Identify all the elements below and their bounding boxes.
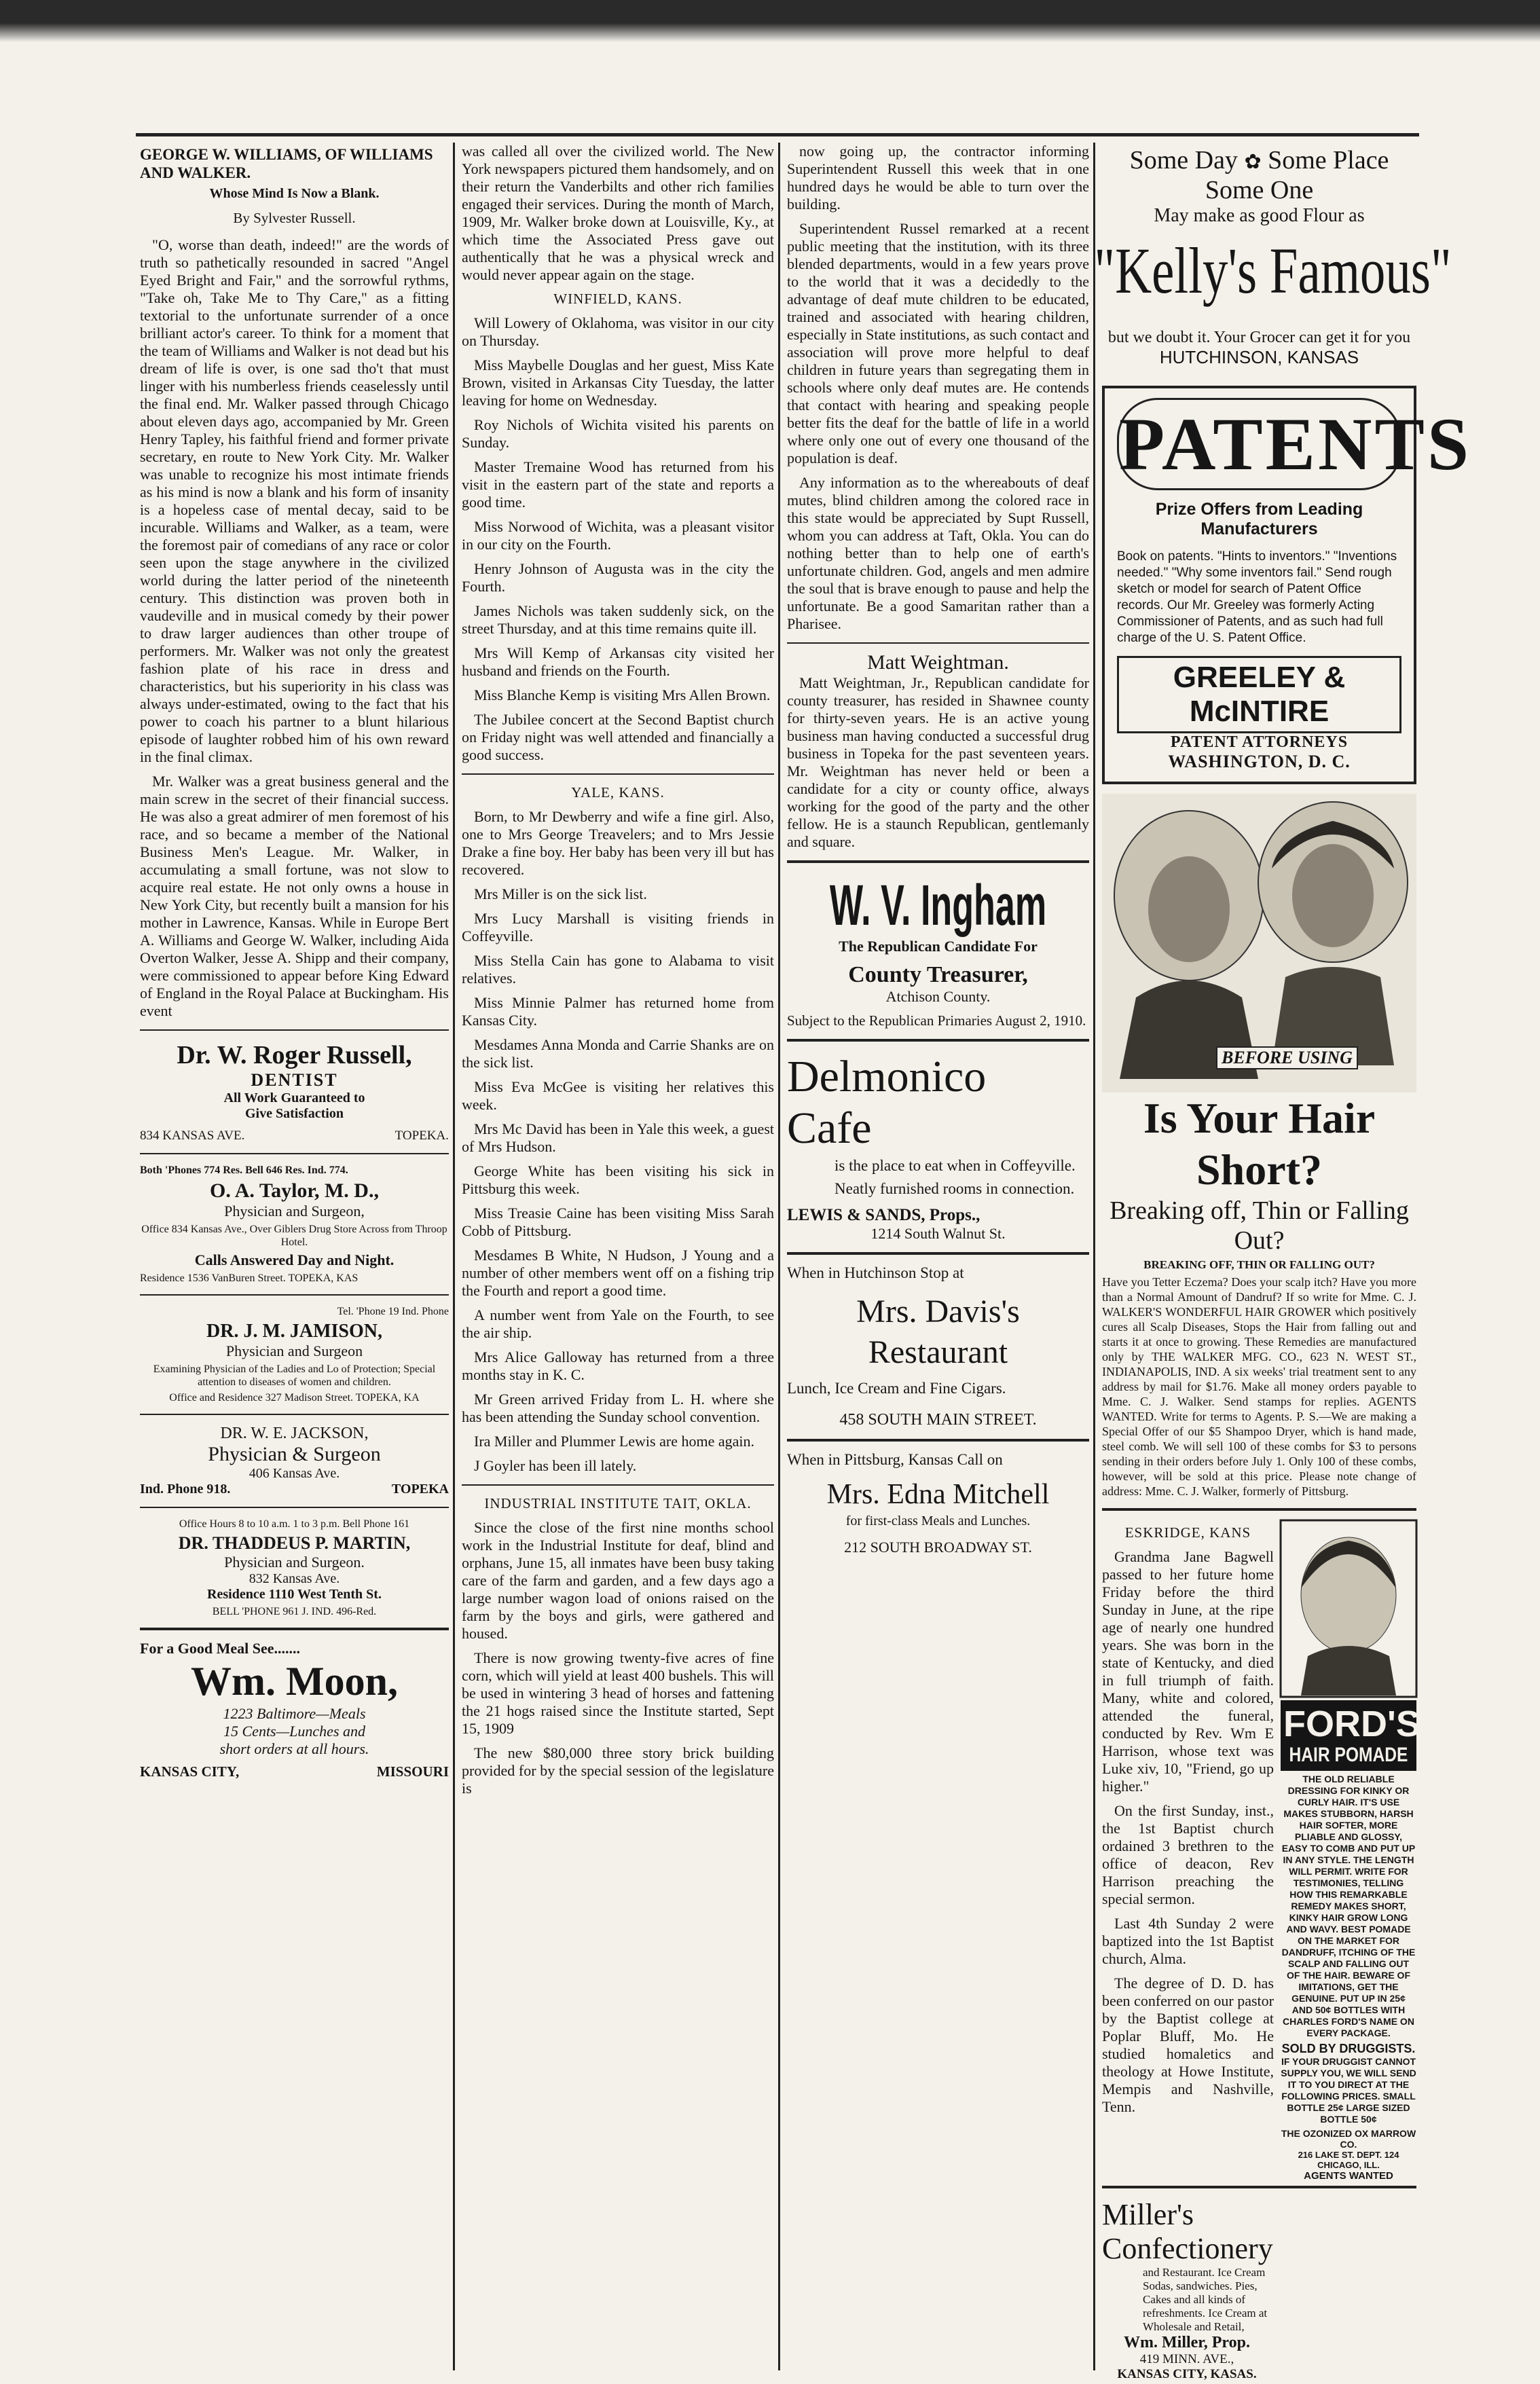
ad-county: Atchison County. [885,988,991,1005]
ad-sub: PATENT ATTORNEYS [1170,733,1349,751]
ad-address: 832 Kansas Ave. [249,1571,340,1586]
ad-line: short orders at all hours. [219,1740,369,1757]
ad-title: Physician and Surgeon, [224,1203,365,1219]
ad-props: LEWIS & SANDS, Props., [787,1206,980,1224]
news-item: Ira Miller and Plummer Lewis are home again. [474,1433,754,1450]
ad-name: O. A. Taylor, M. D., [210,1179,379,1202]
ad-phones: Tel. 'Phone 19 Ind. Phone [337,1306,449,1317]
ad-name: Confectionery [1102,2232,1273,2265]
ad-city: KANSAS CITY, [140,1763,240,1780]
ad-headline: "Kelly's Famous" [1094,234,1452,307]
news-item: The new $80,000 three story brick building provided for by the special session of the legislature is [462,1744,774,1797]
news-item: J Goyler has been ill lately. [474,1457,637,1474]
section-head-yale: YALE, KANS. [571,784,665,801]
news-item: Roy Nichols of Wichita visited his parents on Sunday. [462,416,774,451]
delmonico-ad [787,1051,1089,1243]
ad-title: FORD'S [1283,1704,1420,1744]
ad-city: HUTCHINSON, KANSAS [1159,347,1359,367]
news-item: Born, to Mr Dewberry and wife a fine girl. Also, one to Mrs George Treavelers; and to Mrs Jessie Drake a fine boy. Her baby has been very ill but has recovered. [462,808,774,878]
patents-ad [1102,386,1472,784]
section-head-eskridge: ESKRIDGE, KANS [1124,1524,1251,1541]
ad-calls: Calls Answered Day and Night. [194,1251,395,1268]
news-item: Mrs Mc David has been in Yale this week, a guest of Mrs Hudson. [462,1120,774,1155]
article-paragraph: Any information as to the whereabouts of deaf mutes, blind children among the colored race in this state would be appreciated by Supt Russell, whom you can address at Taft, Okla. You can do nothing better than to help one of earth's unfortunate children. God, angels and men admire the soul that is brave enough to pause and help the unfortunate. Be a good Samaritan rather than a Pharisee. [787,474,1089,632]
ad-city: TOPEKA [391,1482,449,1497]
ad-title: Physician and Surgeon. [224,1554,365,1571]
news-item: The degree of D. D. has been conferred on our pastor by the Baptist college at Poplar Bluff, Mo. He studied homaletics and theology at Howe Institute, Mempis and Nashville, Tenn. [1102,1975,1274,2115]
news-item: On the first Sunday, inst., the 1st Baptist church ordained 3 brethren to the office of deacon, Rev Harrison preaching the special sermon. [1102,1802,1274,1907]
ad-offer: IF YOUR DRUGGIST CANNOT SUPPLY YOU, WE WILL SEND IT TO YOU DIRECT AT THE FOLLOWING PRICES. SMALL BOTTLE 25¢ LARGE SIZED BOTTLE 50¢ [1281,2056,1416,2125]
ad-firm: GREELEY & McINTIRE [1117,656,1401,733]
article-paragraph: Mr. Walker was a great business general and the main screw in the secret of their financial success. He was also a great admirer of men foremost of his race, and so became a member of the National Business Men's League. Mr. Walker, in accumulating a small fortune, was not slow to acquire real estate. He not only owns a house in New York City, but recently built a mansion for his mother in Lawrence, Kansas. While in Europe Bert A. Williams and George W. Walker, including Aida Overton Walker, Jesse A. Shipp and their company, were commissioned to appear before King Edward of England in the Royal Palace at Buckingham. His event [140,773,449,1019]
article-continuation: was called all over the civilized world. The New York newspapers pictured them handsomely, and on their return the Vanderbilts and other rich families engaged their services. During the month of March, 1909, Mr. Walker broke down at Louisville, Ky., at which time the Associated Press gave out authentically that he was a physical wreck and would never appear again on the stage. [462,143,774,283]
ad-line: but we doubt it. Your Grocer can get it for you [1107,329,1411,346]
ad-name: W. V. Ingham [829,873,1047,937]
hair-ad [1102,794,1416,1499]
ad-phones: Both 'Phones 774 Res. Bell 646 Res. Ind. 774. [140,1165,348,1176]
miller-ad [1102,2198,1272,2382]
ad-address: 212 SOUTH BROADWAY ST. [844,1539,1032,1556]
ad-line: Lunch, Ice Cream and Fine Cigars. [787,1380,1006,1397]
ad-line: May make as good Flour as [1154,205,1365,226]
news-item: Miss Stella Cain has gone to Alabama to visit relatives. [462,952,774,987]
ad-sold: SOLD BY DRUGGISTS. [1281,2042,1416,2055]
eskridge-and-ford [1102,1520,1420,2182]
ad-address: 458 SOUTH MAIN STREET. [839,1411,1037,1429]
ad-note: Subject to the Republican Primaries August 2, 1910. [787,1012,1086,1029]
jamison-ad [140,1305,449,1404]
ad-address: 406 Kansas Ave. [249,1466,340,1481]
news-item: Grandma Jane Bagwell passed to her future home Friday before the third Sunday in June, at the ripe age of nearly one hundred years. She was born in the state of Kentucky, and died in full triumph of faith. Many, white and colored, attended the funeral, conducted by Rev. Wm E Harrison, whose text was Luke xiv, 10, "Friend, go up higher." [1102,1548,1274,1795]
ad-name: Mrs. Davis's [856,1294,1020,1329]
tait-items [462,1519,774,1797]
ad-maker: THE OZONIZED OX MARROW CO. [1281,2128,1416,2150]
article-continuation [787,143,1089,633]
news-item: Miss Blanche Kemp is visiting Mrs Allen Brown. [474,686,771,703]
ad-text: and Restaurant. Ice Cream Sodas, sandwiches. Pies, Cakes and all kinds of refreshments. Ice Cream at Wholesale and Retail, [1143,2266,1268,2333]
ad-note: Examining Physician of the Ladies and Lo of Protection; Special attention to diseases of women and children. [153,1363,436,1388]
ad-title: HAIR POMADE [1289,1744,1408,1766]
ad-lead: When in Pittsburg, Kansas Call on [787,1451,1003,1468]
ad-prize: Prize Offers from Leading Manufacturers [1155,500,1363,538]
news-item: Since the close of the first nine months school work in the Industrial Institute for deaf, blind and orphans, June 15, all inmates have been busy taking care of the farm and garden, and a few days ago a large number wagon load of onions raised on the farm by the boys and girls, were gathered and housed. [462,1519,774,1642]
kelly-ad: Some Day ✿ Some Place Some One May make as good Flour as "Kelly's Famous" but we doubt it. Your Grocer can get it for you HUTCHINSON, KANSAS [1094,146,1452,367]
ad-office: County Treasurer, [848,962,1028,987]
ad-line: The Republican Candidate For [839,938,1038,955]
news-item: Miss Treasie Caine has been visiting Miss Sarah Cobb of Pittsburg. [462,1205,774,1239]
martin-ad [140,1518,449,1618]
ad-line: Give Satisfaction [245,1106,344,1121]
article-paragraph: Superintendent Russel remarked at a recent public meeting that the institution, with its three blended departments, would in a few years prove to the world that it was a decidedly to the advantage of deaf mute children to be educated, trained and associated with hearing children, especially in State institutions, as such contact and association will prove more helpful to deaf children in future years than segregating them in schools where only deaf mutes are. He contends that contact with hearing and speaking people better fits the deaf for the battle of life in a world where only one out of every one thousand of the population is deaf. [787,220,1089,466]
ad-address: 1223 Baltimore—Meals [223,1705,366,1722]
ad-title: Physician & Surgeon [208,1443,381,1465]
ad-name: Restaurant [868,1334,1008,1370]
ad-name: DR. J. M. JAMISON, [206,1321,382,1342]
article-paragraph: now going up, the contractor informing Superintendent Russell this week that in one hundred days he would be able to turn over the building. [787,143,1089,213]
ad-prop: Wm. Miller, Prop. [1124,2334,1250,2351]
ad-hours: Office Hours 8 to 10 a.m. 1 to 3 p.m. Bell Phone 161 [179,1518,410,1530]
ad-text: is the place to eat when in Coffeyville. Neatly furnished rooms in connection. [835,1157,1076,1197]
ad-line: for first-class Meals and Lunches. [845,1514,1031,1528]
ad-line: 15 Cents—Lunches and [223,1723,365,1740]
news-item: Miss Eva McGee is visiting her relatives this week. [462,1078,774,1113]
ad-office: Office 834 Kansas Ave., Over Giblers Drug Store Across from Throop Hotel. [141,1224,447,1248]
russell-ad [140,1040,449,1143]
ad-name: DR. W. E. JACKSON, [220,1425,369,1442]
article-headline: GEORGE W. WILLIAMS, OF WILLIAMS AND WALKER. [140,146,433,181]
ad-title: PATENTS [1117,398,1401,490]
yale-items [462,808,774,1475]
ad-office: Office and Residence 327 Madison Street. TOPEKA, KA [169,1392,420,1404]
ad-name: Delmonico [787,1052,987,1101]
column-2 [458,143,780,2370]
winfield-items [462,314,774,764]
ad-residence: Residence 1110 West Tenth St. [207,1587,382,1602]
news-item: Mesdames Anna Monda and Carrie Shanks are on the sick list. [462,1036,774,1071]
news-item: George White has been visiting his sick in Pittsburg this week. [462,1162,774,1197]
news-item: Miss Minnie Palmer has returned home from Kansas City. [462,994,774,1029]
news-item: Mesdames B White, N Hudson, J Young and a number of other members went off on a fishing trip the Fourth and report a good time. [462,1247,774,1299]
ad-city: TOPEKA. [395,1129,449,1143]
article-byline: By Sylvester Russell. [233,210,356,226]
ford-portrait [1281,1520,1416,1697]
news-item: Will Lowery of Oklahoma, was visitor in our city on Thursday. [462,314,774,349]
ford-ad [1281,1520,1420,2182]
ad-phone: Ind. Phone 918. [140,1482,231,1497]
ad-agents: AGENTS WANTED [1304,2170,1393,2182]
ad-text: THE OLD RELIABLE DRESSING FOR KINKY OR CURLY HAIR. IT'S USE MAKES STUBBORN, HARSH HAIR SOFTER, MORE PLIABLE AND GLOSSY, EASY TO COMB AND PUT UP IN ANY STYLE. THE LENGTH WILL PERMIT. WRITE FOR TESTIMONIES, TELLING HOW THIS REMARKABLE REMEDY MAKES SHORT, KINKY HAIR GROW LONG AND WAVY. BEST POMADE ON THE MARKET FOR DANDRUFF, ITCHING OF THE SCALP AND FALLING OUT OF THE HAIR. BEWARE OF IMITATIONS, GET THE GENUINE. PUT UP IN 25¢ AND 50¢ BOTTLES WITH CHARLES FORD'S NAME ON EVERY PACKAGE. [1281,1774,1416,2038]
ad-address: 834 KANSAS AVE. [140,1129,245,1143]
news-item: Mrs Lucy Marshall is visiting friends in Coffeyville. [462,910,774,945]
column-1 [136,143,455,2370]
ad-address: 1214 South Walnut St. [870,1225,1006,1242]
hair-portraits [1102,794,1416,1093]
ad-address: 419 MINN. AVE., [1139,2352,1234,2366]
ad-headline: Is Your Hair Short? [1143,1094,1376,1194]
ad-line: Some One [1205,176,1314,204]
column-4 [1094,143,1472,2381]
ad-lead: When in Hutchinson Stop at [787,1264,964,1281]
news-item: Miss Norwood of Wichita, was a pleasant visitor in our city on the Fourth. [462,518,774,553]
ad-text: Book on patents. "Hints to inventors." "Inventions needed." "Why some inventors fail." Send rough sketch or model for search of Patent Office records. Our Mr. Greeley was formerly Acting Commissioner of Patents, and as such had full charge of the U. S. Patent Office. [1117,549,1397,645]
ad-text: Have you Tetter Eczema? Does your scalp itch? Have you more than a Normal Amount of Dandruf? If so write for Mme. C. J. WALKER'S WONDERFUL HAIR GROWER which positively cures all Scalp Diseases, Stops the Hair from falling out and starts it at once to growing. These Remedies are manufactured only by THE WALKER MFG. CO., 623 N. WEST ST., INDIANAPOLIS, IND. A six weeks' trial treatment sent to any address by mail for $1.76. Make all money orders payable to Mme. C. J. Walker. Send stamps for replies. AGENTS WANTED. Write for terms to Agents. P. S.—We are making a Special Offer of our $5 Shampoo Dryer, which is hand made, steel comb. We will sell 100 of these combs for $3 to persons sending in their orders before July 1. Only 100 of these combs, however, will be sold at this price. Please note change of address: Mme. C. J. Walker, formerly of Pittsburg. [1102,1275,1416,1498]
column-3 [783,143,1095,2370]
news-item: Mrs Miller is on the sick list. [474,885,647,902]
article-paragraph: "O, worse than death, indeed!" are the words of truth so pathetically resounded in sacred "Angel Eyed Bright and Fair," and the sorrowful rythms, "Take oh, Take Me to Thy Care," as a fitting textorial to the unfortunate surrender of a once brilliant actor's career. To think for a moment that the team of Williams and Walker is not dead but his dream of life is over, is one sad tho't that must linger with his numberless friends ceaselessly until the final end. Mr. Walker passed through Chicago about eleven days ago, accompanied by Mr. Green Henry Tapley, his faithful friend and former private secretary, en route to New York City. Mr. Walker was unable to recognize his most intimate friends as his mind is now a blank and his form of insanity is a hopeless case of mental decay, said to be incurable. Williams and Walker, as a team, were the foremost pair of comedians of any race or color seen upon the stage anywhere in the civilized world during the latter period of the nineteenth century. This distinction was proven both in vaudeville and in musical comedy by their power to draw larger audiences than other troupe of performers. Mr. Walker was not only the greatest fashion plate of his race in dress and characteristics, but his superiority in his class was always under-estimated, owing to the fact that his power to coach his partner to a blunt hilarious episode of laughter robbed him of his own reward in the final climax. [140,236,449,765]
before-label: BEFORE USING [1216,1046,1358,1069]
news-item: There is now growing twenty-five acres of fine corn, which will yield at least 400 bushels. This will be used in wintering 3 head of horses and fattening the 21 hogs raised since the Institute started, Sept 15, 1909 [462,1649,774,1737]
eskridge-items [1102,1548,1274,2116]
taylor-ad [140,1164,449,1285]
ad-addr: 216 LAKE ST. DEPT. 124 CHICAGO, ILL. [1298,2150,1399,2170]
weightman-head: Matt Weightman. [867,651,1009,674]
ad-residence: Residence 1536 VanBuren Street. TOPEKA, KAS [140,1272,359,1284]
news-item: Mr Green arrived Friday from L. H. where she has been attending the Sunday school convention. [462,1391,774,1425]
page-top-scan-edge [0,0,1540,42]
ad-caps: BREAKING OFF, THIN OR FALLING OUT? [1143,1258,1375,1271]
top-rule [136,133,1419,136]
ad-name: DR. THADDEUS P. MARTIN, [178,1533,411,1553]
news-item: Mrs Will Kemp of Arkansas city visited her husband and friends on the Fourth. [462,644,774,679]
ford-panel [1281,1700,1420,1771]
ad-city: WASHINGTON, D. C. [1168,752,1351,771]
jackson-ad [140,1425,449,1497]
ad-name: Cafe [787,1103,872,1153]
ad-title: Physician and Surgeon [225,1342,363,1359]
ad-lead: For a Good Meal See....... [140,1640,301,1657]
news-item: Mrs Alice Galloway has returned from a three months stay in K. C. [462,1349,774,1383]
ad-line: Some Place [1268,146,1389,175]
ingham-ad [787,873,1089,1029]
davis-ad [787,1264,1089,1429]
ad-title: DENTIST [251,1070,338,1090]
news-item: Miss Maybelle Douglas and her guest, Miss Kate Brown, visited in Arkansas City Tuesday, the latter leaving for home on Wednesday. [462,356,774,409]
ad-city: KANSAS CITY, KASAS. [1117,2367,1257,2381]
news-item: James Nichols was taken suddenly sick, on the street Thursday, and at this time remains quite ill. [462,602,774,637]
news-item: The Jubilee concert at the Second Baptist church on Friday night was well attended and financially a good success. [462,711,774,763]
mitchell-ad [787,1451,1089,1556]
news-item: A number went from Yale on the Fourth, to see the air ship. [462,1306,774,1341]
ad-name: Mrs. Edna Mitchell [826,1479,1050,1510]
ad-name: Miller's [1102,2198,1194,2231]
news-item: Henry Johnson of Augusta was in the city the Fourth. [462,560,774,595]
ad-line: Some Day [1129,146,1238,175]
weightman-text: Matt Weightman, Jr., Republican candidate for county treasurer, has resided in Shawnee county for thirty-seven years. He is an active young business man having conducted a successful drug business in Topeka for the past seventeen years. Mr. Weightman has never held or been a candidate for a city or county office, always working for the good of the party and the other fellow. He is a staunch Republican, gentlemanly and square. [787,674,1089,850]
ad-state: MISSOURI [376,1763,449,1780]
eskridge-news [1102,1520,1274,2182]
section-head-tait: INDUSTRIAL INSTITUTE TAIT, OKLA. [484,1495,752,1511]
ad-name: Wm. Moon, [191,1659,398,1704]
moon-ad [140,1640,449,1780]
news-item: Master Tremaine Wood has returned from his visit in the eastern part of the state and reports a good time. [462,458,774,511]
ad-line: All Work Guaranteed to [223,1090,365,1105]
section-head-winfield: WINFIELD, KANS. [553,291,682,307]
article-deck: Whose Mind Is Now a Blank. [209,186,380,201]
ad-name: Dr. W. Roger Russell, [177,1041,412,1069]
news-item: Last 4th Sunday 2 were baptized into the 1st Baptist church, Alma. [1102,1915,1274,1967]
ad-phone: BELL 'PHONE 961 J. IND. 496-Red. [212,1606,377,1617]
ad-sub: Breaking off, Thin or Falling Out? [1110,1196,1409,1255]
